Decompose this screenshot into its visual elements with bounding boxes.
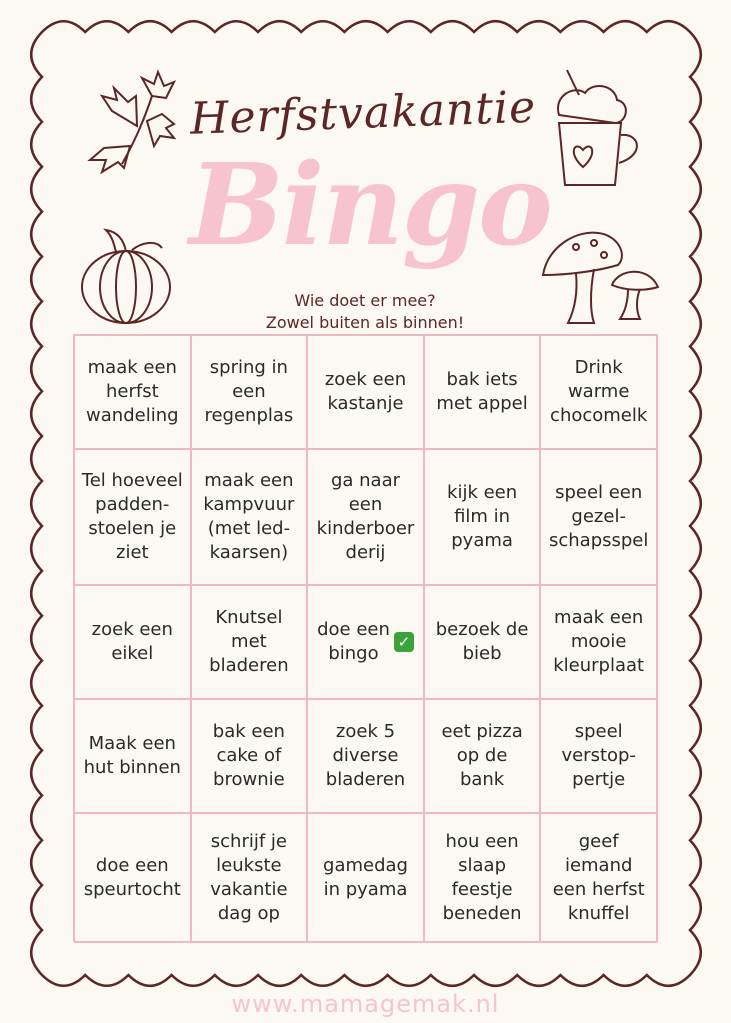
bingo-cell[interactable]: zoek een kastanje [307,335,424,449]
bingo-cell[interactable]: zoek 5 diverse bladeren [307,699,424,813]
checkmark-icon: ✓ [394,632,414,652]
bingo-cell[interactable]: bak een cake of brownie [191,699,308,813]
bingo-cell[interactable]: maak een kampvuur (met led- kaarsen) [191,449,308,585]
bingo-cell[interactable]: Maak een hut binnen [74,699,191,813]
pumpkin-icon [76,222,186,327]
leaves-icon [62,66,182,176]
bingo-cell[interactable]: maak een herfst wandeling [74,335,191,449]
bingo-cell[interactable]: speel verstop- pertje [540,699,657,813]
bingo-cell[interactable]: Tel hoeveel padden- stoelen je ziet [74,449,191,585]
subtitle [200,290,530,334]
bingo-cell[interactable]: hou een slaap feestje beneden [424,813,541,943]
bingo-cell-center-text: doe een bingo [317,619,390,664]
bingo-cell[interactable]: bezoek de bieb [424,585,541,699]
bingo-grid [73,334,658,942]
bingo-cell[interactable]: kijk een film in pyama [424,449,541,585]
bingo-cell[interactable]: Knutsel met bladeren [191,585,308,699]
bingo-cell[interactable]: ga naar een kinderboer derij [307,449,424,585]
subtitle-line-1: Wie doet er mee? [294,291,436,310]
bingo-title: Bingo [189,140,551,271]
bingo-cell-center[interactable] [307,585,424,699]
bingo-cell[interactable]: Drink warme chocomelk [540,335,657,449]
cocoa-mug-icon [545,55,655,195]
bingo-cell[interactable]: spring in een regenplas [191,335,308,449]
bingo-cell[interactable]: zoek een eikel [74,585,191,699]
website-footer: www.mamagemak.nl [231,990,500,1018]
bingo-cell[interactable]: speel een gezel- schapsspel [540,449,657,585]
bingo-cell[interactable]: gamedag in pyama [307,813,424,943]
bingo-cell[interactable]: eet pizza op de bank [424,699,541,813]
script-title: Herfstvakantie [189,81,537,145]
subtitle-line-2: Zowel buiten als binnen! [265,313,465,332]
bingo-cell[interactable]: schrijf je leukste vakantie dag op [191,813,308,943]
bingo-cell[interactable]: doe een speurtocht [74,813,191,943]
bingo-cell[interactable]: bak iets met appel [424,335,541,449]
bingo-cell[interactable]: maak een mooie kleurplaat [540,585,657,699]
bingo-cell[interactable]: geef iemand een herfst knuffel [540,813,657,943]
